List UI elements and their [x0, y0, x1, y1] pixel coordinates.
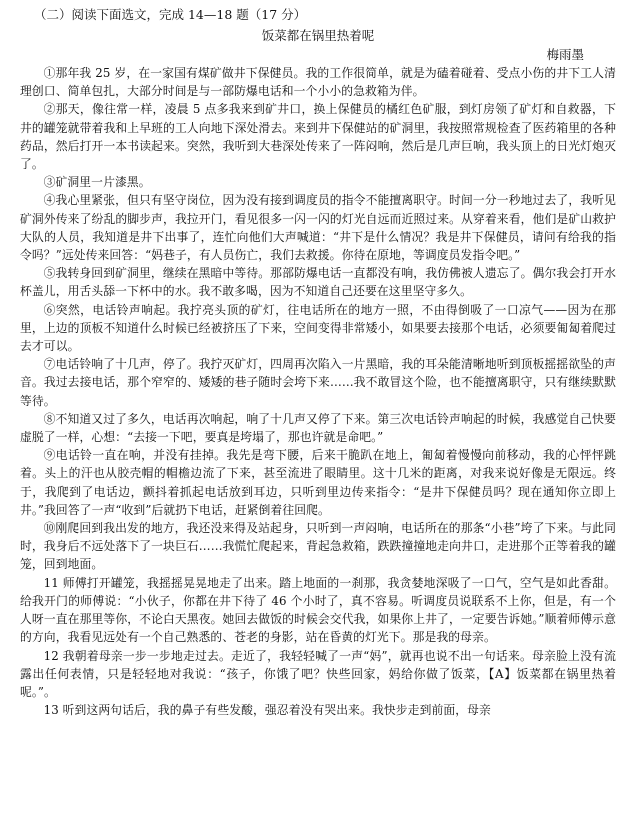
section-header: （二）阅读下面选文，完成 14—18 题（17 分） — [34, 7, 307, 22]
paragraph-9: ⑨电话铃一直在响，并没有挂掉。我先是弯下腰，后来干脆趴在地上，匍匐着慢慢向前移动，我的心怦怦跳着。头上的汗也从胶壳帽的帽檐边流了下来，甚至流进了眼睛里。这十几米的距离，对我来说好像是无限远。终于，我爬到了电话边，颤抖着抓起电话放到耳边，只听到里边传来指令：“是井下保健员吗？现在通知你立即上井。”我回答了一声“收到”后就扔下电话，赶紧倒着往回爬。 — [20, 448, 616, 517]
paragraph-5: ⑤我转身回到矿洞里，继续在黑暗中等待。那部防爆电话一直都没有响，我仿佛被人遗忘了。偶尔我会打开水杯盖儿，用舌头舔一下杯中的水。我不敢多喝，因为不知道自己还要在这里坚守多久。 — [20, 266, 616, 299]
paragraph-3: ③矿洞里一片漆黑。 — [43, 175, 151, 190]
paragraph-13: 13 听到这两句话后，我的鼻子有些发酸，强忍着没有哭出来。我快步走到前面，母亲 — [43, 703, 491, 718]
paragraph-10: ⑩刚爬回到我出发的地方，我还没来得及站起身，只听到一声闷响，电话所在的那条“小巷”垮了下来。与此同时，我身后不远处落下了一块巨石……我慌忙爬起来，背起急救箱，跌跌撞撞地走向井口，走进那个正等着我的罐笼，回到地面。 — [20, 521, 616, 572]
paragraph-2: ②那天，像往常一样，凌晨 5 点多我来到矿井口，换上保健员的橘红色矿服，到灯房领了矿灯和自救器，下井的罐笼就带着我和上早班的工人向地下深处滑去。来到井下保健站的矿洞里，我按照常规检查了医药箱里的各种药品，然后打开一本书读起来。突然，我听到大巷深处传来了一阵闷响，然后是几声巨响，我头顶上的日光灯炮灭了。 — [20, 102, 616, 172]
paragraph-4: ④我心里紧张，但只有坚守岗位，因为没有接到调度员的指令不能擅离职守。时间一分一秒地过去了，我听见矿洞外传来了纷乱的脚步声，我拉开门，看见很多一闪一闪的灯光自远而近照过来。从穿着来看，他们是矿山救护大队的人员，我知道是井下出事了，连忙向他们大声喊道：“井下是什么情况？我是井下保健员，请问有给我的指令吗？”远处传来回答：“妈巷子，有人员伤亡，我们去救援。你待在原地，等调度员发指令吧。” — [20, 193, 616, 263]
paragraph-6: ⑥突然，电话铃声响起。我拧亮头顶的矿灯，往电话所在的地方一照，不由得倒吸了一口凉气——因为在那里，上边的顶板不知道什么时候已经被挤压了下来，空间变得非常矮小，如果要去接那个电话，必须要匍匐着爬过去才可以。 — [20, 302, 616, 354]
paragraph-11: 11 师傅打开罐笼，我摇摇晃晃地走了出来。踏上地面的一刹那，我贪婪地深吸了一口气，空气是如此香甜。给我开门的师傅说：“小伙子，你都在井下待了 46 个小时了，真不容易。听调度员说联系不上你，但是，有一个人呀一直在那里等你，不论白天黑夜。她回去做饭的时候会交代我，如果你上井了，一定要告诉她。”顺着师傅示意的方向，我看见远处有一个自己熟悉的、苍老的身影，站在昏黄的灯光下。那是我的母亲。 — [20, 575, 616, 645]
article-author: 梅雨墨 — [546, 47, 584, 62]
exam-page — [20, 6, 616, 719]
paragraph-1: ①那年我 25 岁，在一家国有煤矿做井下保健员。我的工作很简单，就是为磕着碰着、受点小伤的井下工人清理创口、简单包扎，大部分时间是与一部防爆电话和一个小小的急救箱为伴。 — [20, 66, 616, 99]
paragraph-8: ⑧不知道又过了多久，电话再次响起，响了十几声又停了下来。第三次电话铃声响起的时候，我感觉自己快要虚脱了一样，心想：“去接一下吧，要真是垮塌了，那也许就是命吧。” — [20, 411, 616, 445]
paragraph-12: 12 我朝着母亲一步一步地走过去。走近了，我轻轻喊了一声“妈”，就再也说不出一句话来。母亲脸上没有流露出任何表情，只是轻轻地对我说：“孩子，你饿了吧？快些回家，妈给你做了饭菜，【A】饭菜都在锅里热着呢。”。 — [20, 648, 616, 699]
article-title: 饭菜都在锅里热着呢 — [261, 28, 375, 43]
paragraph-7: ⑦电话铃响了十几声，停了。我拧灭矿灯，四周再次陷入一片黑暗，我的耳朵能清晰地听到顶板摇摇欲坠的声音。我过去接电话，那个窄窄的、矮矮的巷子随时会垮下来……我不敢冒这个险，也不能擅离职守，只有继续默默等待。 — [20, 357, 616, 408]
